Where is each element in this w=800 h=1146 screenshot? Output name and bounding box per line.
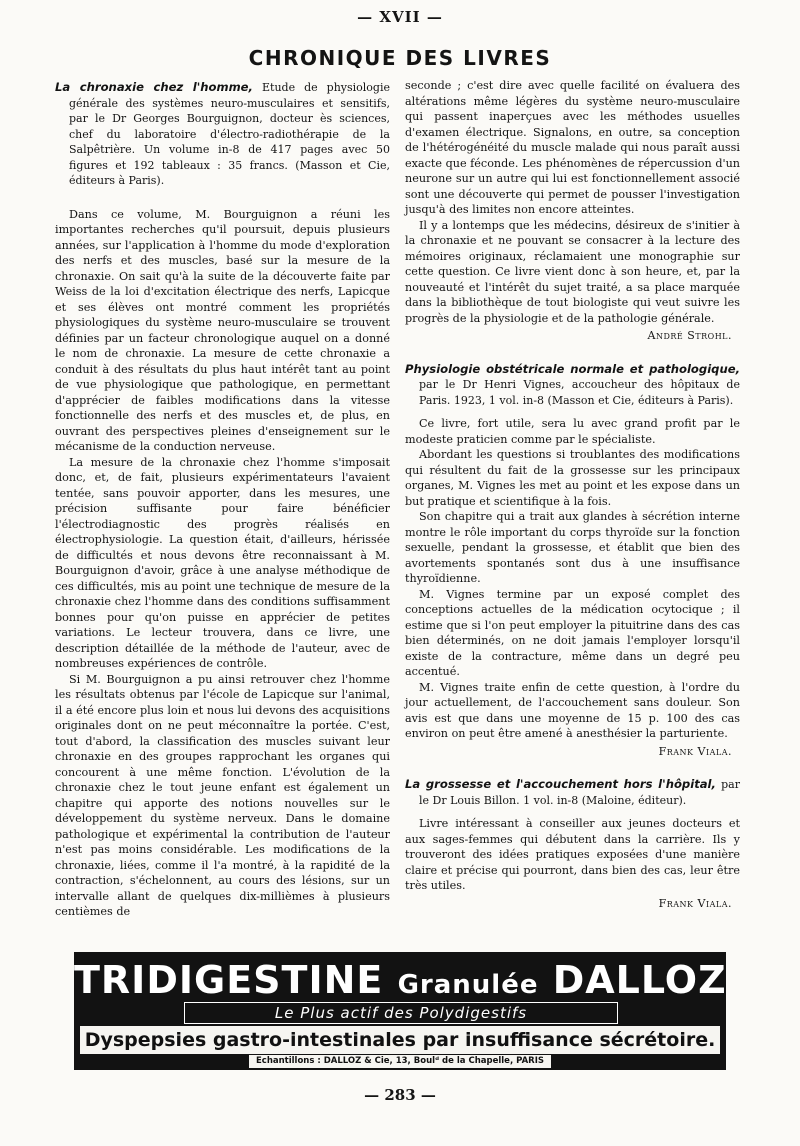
review-1-paragraph-4: seconde ; c'est dire avec quelle facilité on évaluera des altérations même légères du système neuro-musculaire qui passent inaperçues avec les méthodes usuelles d'examen électrique. Signalons, en outre, sa conception de l'hétérogénéité du muscle malade qui nous paraît aussi exacte que féconde. Les phénomènes de répercussion d'un neurone sur un autre qui lui est fonctionnellement associé sont une découverte qui permet de pousser l'investigation jusqu'à des limites non encore atteintes. xyxy=(405,79,740,216)
page-number: — 283 — xyxy=(364,1086,436,1104)
review-2-paragraph-3: Son chapitre qui a trait aux glandes à sécrétion interne montre le rôle important du corps thyroïde sur la fonction sexuelle, pendant la grossesse, et établit que bien des avortements spontanés sont dus à une insuffisance thyroïdienne. xyxy=(405,510,740,585)
review-1-heading xyxy=(55,80,390,189)
review-1-paragraph-3: Si M. Bourguignon a pu ainsi retrouver chez l'homme les résultats obtenus par l'école de Lapicque sur l'animal, il a été encore plus loin et nous lui devons des acquisitions originales dont on ne peut méconnaître la portée. C'est, tout d'abord, la classification des muscles suivant leur chronaxie en des groupes rapprochant les organes qui concourent à une même fonction. L'évolution de la chronaxie chez le tout jeune enfant est également un chapitre qui apporte des notions nouvelles sur le développement du système nerveux. Dans le domaine pathologique et expérimental la contribution de l'auteur n'est pas moins considérable. Les modifications de la chronaxie, liées, comme il l'a montré, à la rapidité de la contraction, s'échelonnent, au cours des lésions, sur un intervalle allant de quelques dix-millièmes à plusieurs centièmes de xyxy=(55,672,390,918)
review-2-paragraph-5: M. Vignes traite enfin de cette question, à l'ordre du jour actuellement, de l'accouchement sans douleur. Son avis est que dans une moyenne de 15 p. 100 des cas environ on peut être amené à anesthésier la parturiente. xyxy=(405,680,740,740)
review-2-paragraph-1: Ce livre, fort utile, sera lu avec grand profit par le modeste praticien comme par le spécialiste. xyxy=(405,417,740,446)
review-2-signature: Frank Viala. xyxy=(658,744,732,758)
advert-band: Dyspepsies gastro-intestinales par insuffisance sécrétoire. xyxy=(80,1026,720,1054)
right-column xyxy=(405,78,740,911)
page-numeral: — XVII — xyxy=(357,8,443,26)
review-1-paragraph-5: Il y a lontemps que les médecins, désireux de s'initier à la chronaxie et ne pouvant se consacrer à la lecture des mémoires originaux, réclamaient une monographie sur cette question. Ce livre vient donc à son heure, et, par la nouveauté et l'intérêt du sujet traité, a sa place marquée dans la bibliothèque de tout biologiste qui veut suivre les progrès de la physiologie et de la pathologie générale. xyxy=(405,218,740,325)
review-3-paragraph-1: Livre intéressant à conseiller aux jeunes docteurs et aux sages-femmes qui débutent dans la carrière. Ils y trouveront des idées pratiques exposées d'une manière claire et précise qui pourront, dans bien des cas, leur être très utiles. xyxy=(405,817,740,892)
page-title: CHRONIQUE DES LIVRES xyxy=(248,46,552,70)
review-1-paragraph-2: La mesure de la chronaxie chez l'homme s'imposait donc, et, de fait, plusieurs expérimentateurs l'avaient tentée, sans pouvoir apporter, dans les mesures, une précision suffisante pour faire bénéficier l'électrodiagnostic des progrès réalisés en électrophysiologie. La question était, d'ailleurs, hérissée de difficultés et nous devons être reconnaissant à M. Bourguignon d'avoir, grâce à une analyse méthodique de ces difficultés, mis au point une technique de mesure de la chronaxie chez l'homme dans des conditions suffisamment bonnes pour qu'on puisse en apprécier de petites variations. Le lecteur trouvera, dans ce livre, une description détaillée de la méthode de l'auteur, avec de nombreuses expériences de contrôle. xyxy=(55,455,390,670)
left-column xyxy=(55,80,390,920)
review-3-signature: Frank Viala. xyxy=(658,896,732,910)
review-1-paragraph-1: Dans ce volume, M. Bourguignon a réuni les importantes recherches qu'il poursuit, depuis plusieurs années, sur l'application à l'homme du mode d'exploration des nerfs et des muscles, basé sur la mesure de la chronaxie. On sait qu'à la suite de la découverte faite par Weiss de la loi d'excitation électrique des nerfs, Lapicque et ses élèves ont montré comment les propriétés physiologiques du système neuro-musculaire se trouvent définies par un facteur chronologique auquel on a donné le nom de chronaxie. La mesure de cette chronaxie a conduit à des résultats du plus haut intérêt tant au point de vue physiologique que pathologique, en permettant d'apprécier de faibles modifications dans la vitesse fonctionnelle des nerfs et des muscles et, de plus, en ouvrant des perspectives pleines d'enseignement sur le mécanisme de la conduction nerveuse. xyxy=(55,207,390,453)
review-2-book-details: par le Dr Henri Vignes, accoucheur des hôpitaux de Paris. 1923, 1 vol. in-8 (Masson et Cie, éditeurs à Paris). xyxy=(419,378,740,407)
advert-brand xyxy=(74,958,726,1007)
review-2-paragraph-2: Abordant les questions si troublantes des modifications qui résultent du fait de la grossesse sur les principaux organes, M. Vignes les met au point et les expose dans un but pratique et scientifique à la fois. xyxy=(405,448,740,508)
advert-brand-mid: Granulée xyxy=(397,970,539,1000)
advertisement-banner xyxy=(74,952,726,1070)
review-2-book-title: Physiologie obstétricale normale et pathologique, xyxy=(405,361,740,376)
advert-brand-right: DALLOZ xyxy=(552,958,727,1002)
review-1-book-title: La chronaxie chez l'homme, xyxy=(55,80,253,94)
advert-tagline: Le Plus actif des Polydigestifs xyxy=(184,1002,618,1024)
review-1-book-details: Etude de physiologie générale des systèmes neuro-musculaires et sensitifs, par le Dr Georges Bourguignon, docteur ès sciences, chef du laboratoire d'électro-radiothérapie de la Salpêtrière. Un volume in-8 de 417 pages avec 50 figures et 192 tableaux : 35 francs. (Masson et Cie, éditeurs à Paris). xyxy=(69,81,390,187)
review-3-book-title: La grossesse et l'accouchement hors l'hôpital, xyxy=(405,777,716,791)
review-2-heading xyxy=(405,362,740,409)
review-3-book-details: par le Dr Louis Billon. 1 vol. in-8 (Maloine, éditeur). xyxy=(419,778,740,807)
review-3-heading xyxy=(405,777,740,808)
review-1-signature: André Strohl. xyxy=(647,329,732,342)
advert-address: Echantillons : DALLOZ & Cie, 13, Boulᵈ de la Chapelle, PARIS xyxy=(249,1055,551,1068)
review-2-paragraph-4: M. Vignes termine par un exposé complet des conceptions actuelles de la médication ocytocique ; il estime que si l'on peut employer la pituitrine dans des cas bien déterminés, on ne doit jamais l'employer lorsqu'il existe de la contracture, même dans un degré peu accentué. xyxy=(405,587,740,678)
advert-brand-left: TRIDIGESTINE xyxy=(74,958,384,1002)
